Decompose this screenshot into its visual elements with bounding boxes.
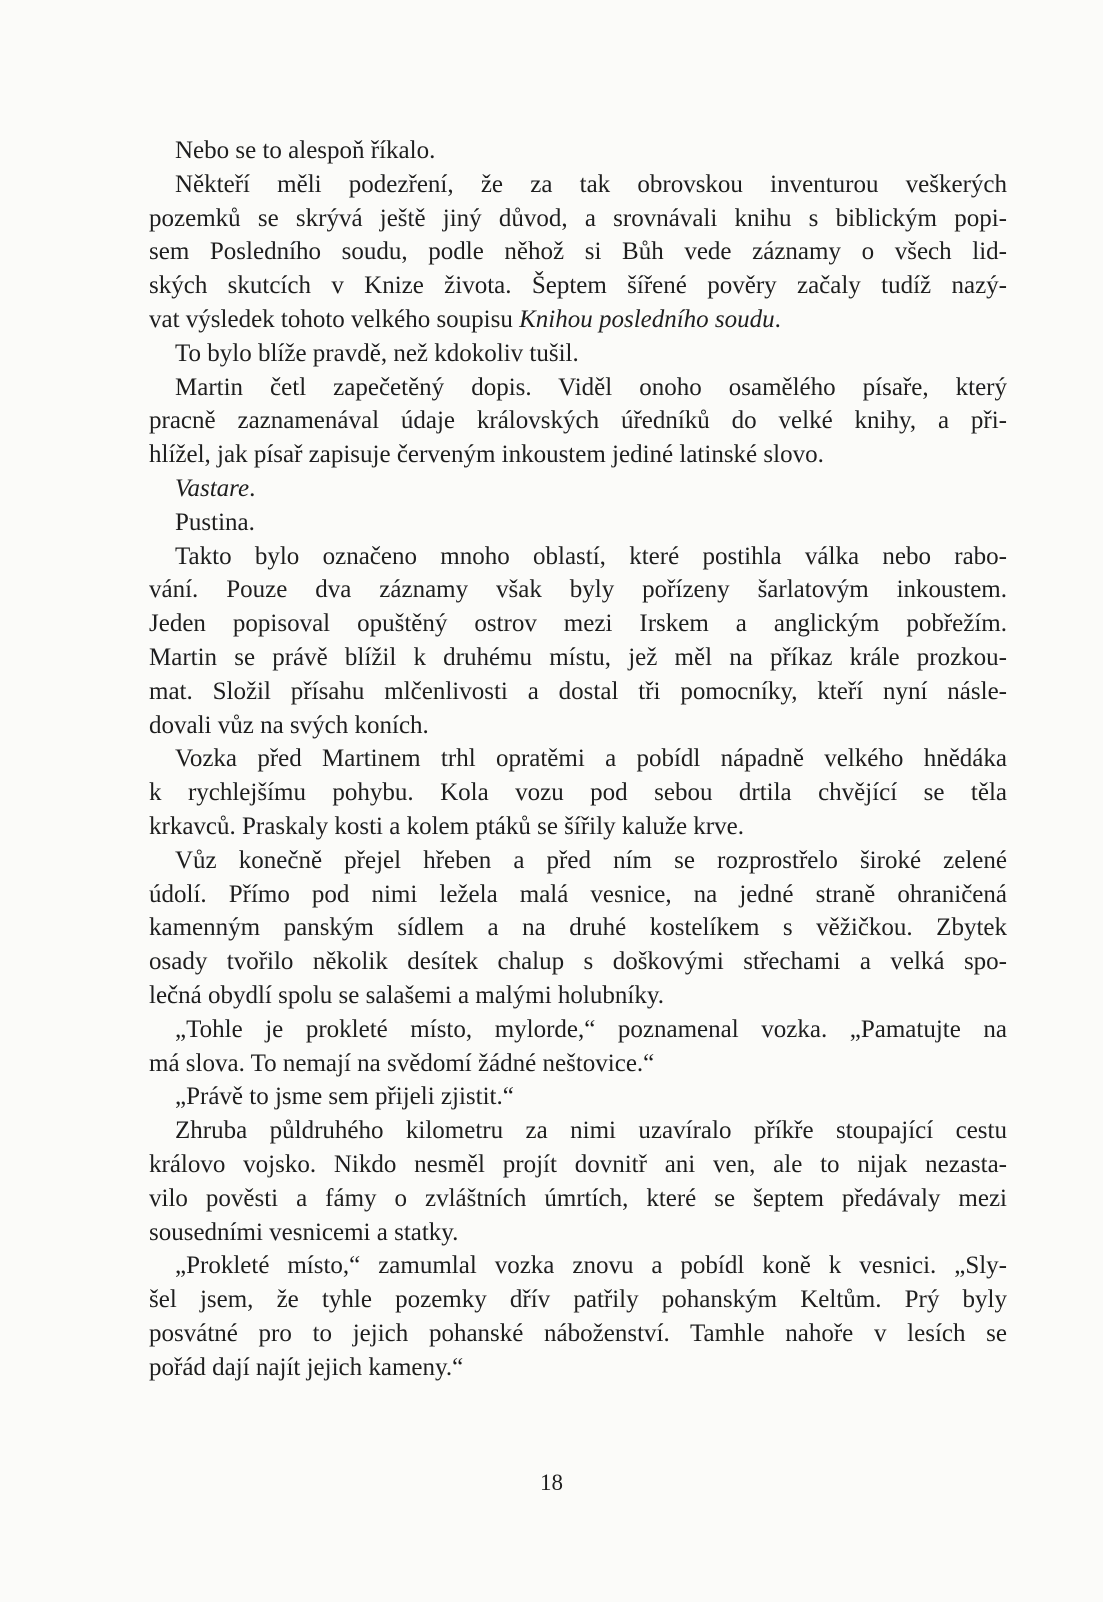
text-line	[149, 235, 1007, 269]
text-line-main: vání. Pouze dva záznamy však byly pořízeny šarlatovým inkoustem.	[149, 576, 1007, 604]
text-line-main: osady tvořilo několik desítek chalup s doškovými střechami a velká spo-	[149, 948, 1007, 976]
text-line	[149, 1317, 1007, 1351]
text-line-main: „Tohle je prokleté místo, mylorde,“ poznamenal vozka. „Pamatujte na	[175, 1015, 1007, 1043]
text-line-main: Někteří měli podezření, že za tak obrovskou inventurou veškerých	[175, 170, 1007, 198]
text-line	[149, 573, 1007, 607]
text-line	[149, 303, 1007, 337]
text-line-main: pořád dají najít jejich kameny.“	[149, 1353, 464, 1381]
text-line-main: Nebo se to alespoň říkalo.	[175, 137, 436, 164]
text-line	[149, 878, 1007, 912]
text-line	[149, 540, 1007, 574]
text-line-main: Vůz konečně přejel hřeben a před ním se rozprostřelo široké zelené	[175, 846, 1007, 874]
text-line-main: vilo pověsti a fámy o zvláštních úmrtích, které se šeptem předávaly mezi	[149, 1184, 1007, 1212]
text-line	[149, 675, 1007, 709]
text-line	[149, 371, 1007, 405]
text-line	[149, 404, 1007, 438]
text-line-main: Zhruba půldruhého kilometru za nimi uzavíralo příkře stoupající cestu	[175, 1117, 1007, 1145]
text-line-main: krkavců. Praskaly kosti a kolem ptáků se šířily kaluže krve.	[149, 812, 744, 840]
text-line	[149, 1047, 1007, 1081]
text-line	[149, 742, 1007, 776]
text-line	[149, 945, 1007, 979]
text-line-main: lečná obydlí spolu se salašemi a malými holubníky.	[149, 981, 664, 1009]
text-line-main: sem Posledního soudu, podle něhož si Bůh vede záznamy o všech lid-	[149, 238, 1007, 266]
page-number: 18	[540, 1470, 563, 1495]
text-line	[149, 202, 1007, 236]
text-line-tail: .	[249, 474, 256, 502]
text-line-main: šel jsem, že tyhle pozemky dřív patřily pohanským Keltům. Prý byly	[149, 1286, 1007, 1314]
text-line-main: To bylo blíže pravdě, než kdokoliv tušil.	[175, 339, 579, 367]
text-line	[149, 776, 1007, 810]
text-line	[149, 844, 1007, 878]
text-line	[149, 1148, 1007, 1182]
text-line	[149, 438, 1007, 472]
text-line-main: údolí. Přímo pod nimi ležela malá vesnice, na jedné straně ohraničená	[149, 880, 1007, 908]
text-line-main: pozemků se skrývá ještě jiný důvod, a srovnávali knihu s biblickým popi-	[149, 204, 1007, 232]
text-line	[149, 607, 1007, 641]
text-line	[149, 641, 1007, 675]
text-line-main: pracně zaznamenával údaje královských úředníků do velké knihy, a při-	[149, 407, 1007, 435]
text-line-main: dovali vůz na svých koních.	[149, 711, 429, 739]
text-line-main: kamenným panským sídlem a na druhé kostelíkem s věžičkou. Zbytek	[149, 914, 1007, 942]
text-line	[149, 810, 1007, 844]
text-line	[149, 1114, 1007, 1148]
text-line-main: Martin se právě blížil k druhému místu, jež měl na příkaz krále prozkou-	[149, 643, 1007, 671]
text-line	[149, 1249, 1007, 1283]
text-line-main: vat výsledek tohoto velkého soupisu	[149, 305, 520, 333]
italic-phrase: Knihou posledního soudu	[519, 305, 775, 333]
text-line	[149, 1351, 1007, 1385]
text-line-main: posvátné pro to jejich pohanské náboženství. Tamhle nahoře v lesích se	[149, 1319, 1007, 1347]
text-line-main: Vozka před Martinem trhl opratěmi a pobídl nápadně velkého hnědáka	[175, 745, 1007, 773]
text-line-main: Takto bylo označeno mnoho oblastí, které postihla válka nebo rabo-	[175, 542, 1007, 570]
text-line-main: mat. Složil přísahu mlčenlivosti a dostal tři pomocníky, kteří nyní násle-	[149, 677, 1007, 705]
text-line	[149, 269, 1007, 303]
text-line	[149, 134, 1007, 168]
text-line-main: královo vojsko. Nikdo nesměl projít dovnitř ani ven, ale to nijak nezasta-	[149, 1150, 1007, 1178]
text-line-main: ských skutcích v Knize života. Šeptem šířené pověry začaly tudíž nazý-	[149, 272, 1007, 300]
text-line	[149, 337, 1007, 371]
text-line	[149, 472, 1007, 506]
text-line-main: sousedními vesnicemi a statky.	[149, 1218, 459, 1246]
body-text	[149, 134, 1007, 1384]
italic-phrase: Vastare	[175, 474, 250, 502]
text-line-main: „Prokleté místo,“ zamumlal vozka znovu a pobídl koně k vesnici. „Sly-	[175, 1252, 1007, 1280]
text-line-main: má slova. To nemají na svědomí žádné neštovice.“	[149, 1049, 655, 1077]
text-line	[149, 911, 1007, 945]
text-line-main: Pustina.	[175, 508, 255, 536]
text-line	[149, 1013, 1007, 1047]
text-line	[149, 1182, 1007, 1216]
text-line-main: k rychlejšímu pohybu. Kola vozu pod sebou drtila chvějící se těla	[149, 779, 1007, 807]
text-line-main: Jeden popisoval opuštěný ostrov mezi Irskem a anglickým pobřežím.	[149, 610, 1007, 638]
text-line	[149, 979, 1007, 1013]
text-line	[149, 709, 1007, 743]
text-line-tail: .	[774, 305, 781, 333]
text-line-main: Martin četl zapečetěný dopis. Viděl onoho osamělého písaře, který	[175, 373, 1007, 401]
text-line	[149, 1080, 1007, 1114]
text-line	[149, 1283, 1007, 1317]
text-line-main: hlížel, jak písař zapisuje červeným inkoustem jediné latinské slovo.	[149, 441, 824, 469]
text-line-main: „Právě to jsme sem přijeli zjistit.“	[175, 1083, 514, 1111]
text-line	[149, 506, 1007, 540]
text-line	[149, 1216, 1007, 1250]
text-line	[149, 168, 1007, 202]
